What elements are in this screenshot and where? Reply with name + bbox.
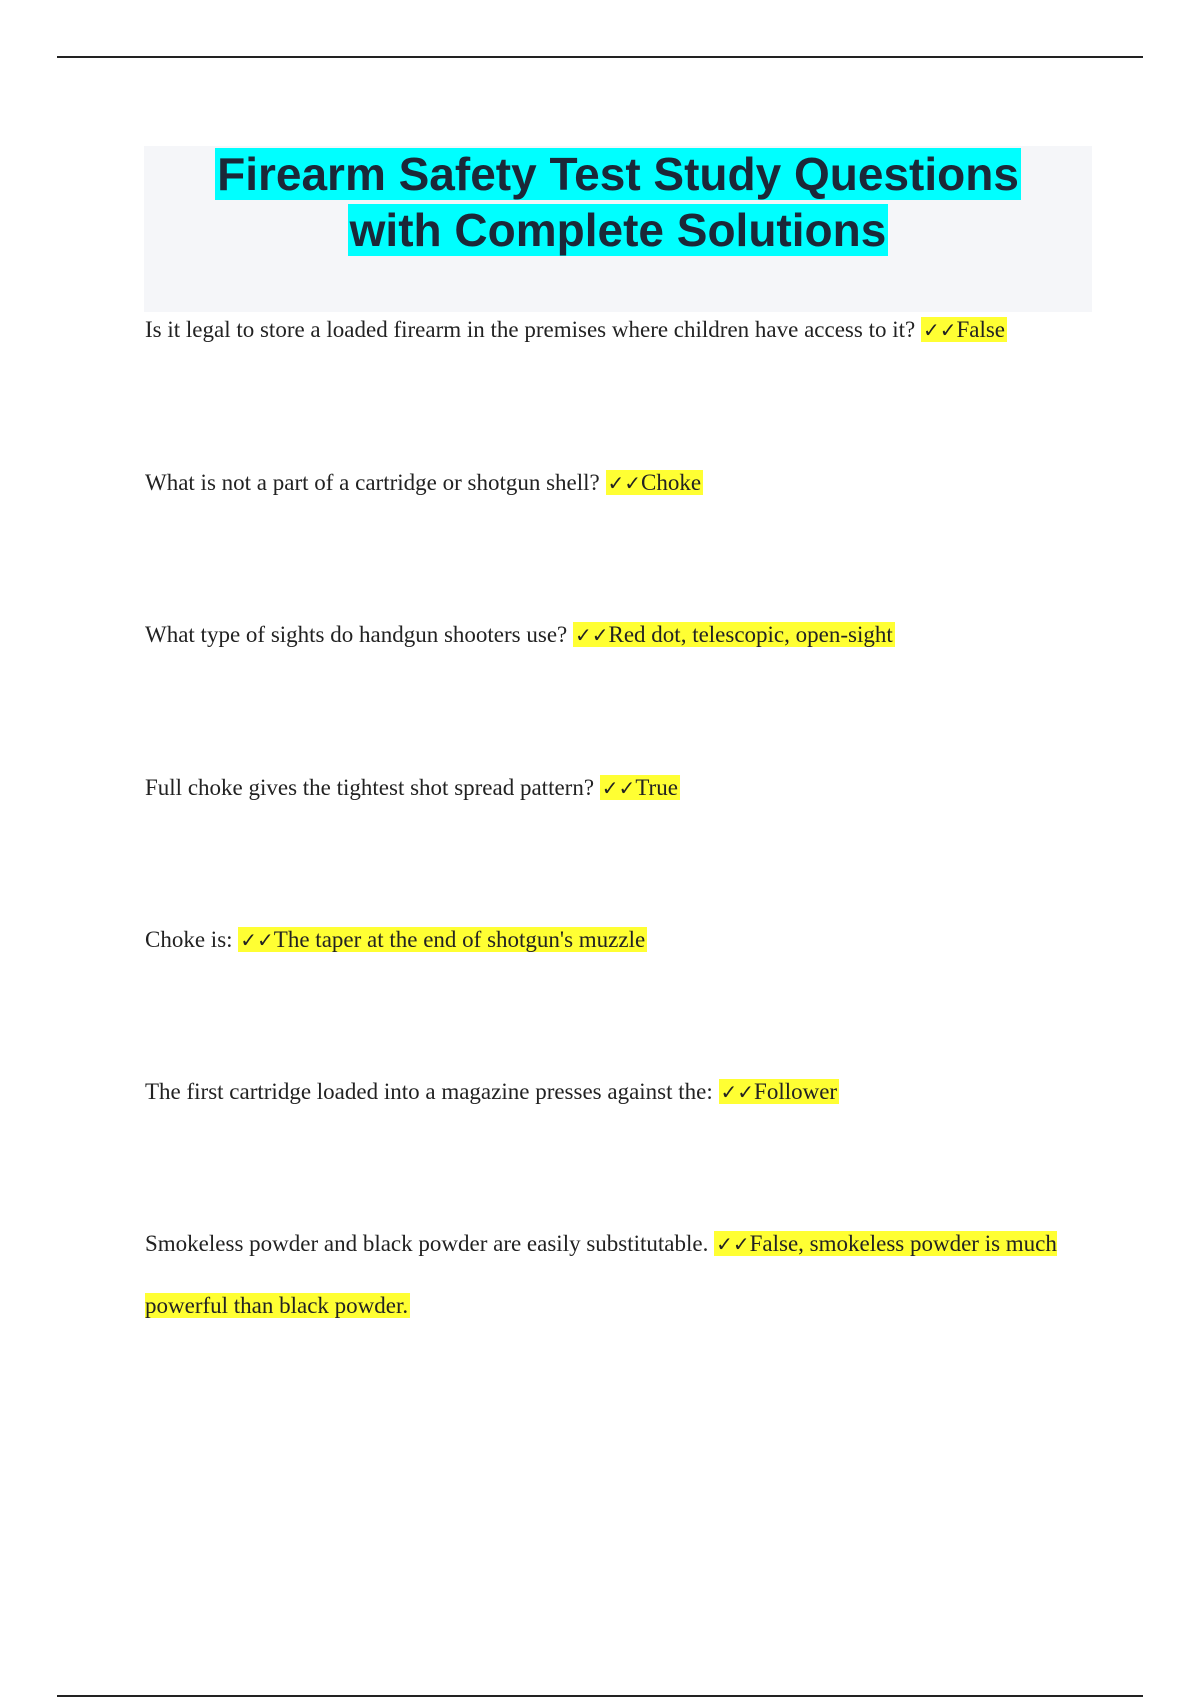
answer-highlight	[719, 1079, 840, 1104]
question-text: What is not a part of a cartridge or shotgun shell?	[145, 470, 600, 495]
question-text: Full choke gives the tightest shot spread pattern?	[145, 775, 595, 800]
double-check-icon: ✓✓	[720, 1080, 755, 1104]
answer-text: Red dot, telescopic, open-sight	[608, 622, 893, 647]
answer-highlight	[573, 622, 895, 647]
qa-item-3	[145, 619, 1105, 651]
answer-highlight	[600, 775, 680, 800]
answer-text: The taper at the end of shotgun's muzzle	[273, 927, 646, 952]
title-block	[144, 146, 1092, 312]
answer-text: Choke	[641, 470, 702, 495]
double-check-icon: ✓✓	[240, 928, 274, 952]
header-rule	[57, 56, 1143, 58]
qa-item-6	[145, 1076, 1105, 1108]
qa-item-7	[145, 1213, 1065, 1336]
question-text: Choke is:	[145, 927, 233, 952]
answer-highlight	[921, 317, 1007, 342]
question-text: The first cartridge loaded into a magazine presses against the:	[145, 1079, 713, 1104]
answer-text: False, smokeless powder is much powerful than black powder.	[145, 1231, 1057, 1318]
answer-highlight	[606, 470, 704, 495]
answer-text: True	[635, 775, 678, 800]
double-check-icon: ✓✓	[716, 1232, 750, 1256]
double-check-icon: ✓✓	[601, 776, 636, 800]
footer-rule	[57, 1695, 1143, 1697]
qa-item-4	[145, 772, 1105, 804]
answer-text: False	[956, 317, 1006, 342]
double-check-icon: ✓✓	[574, 623, 609, 647]
qa-item-5	[145, 924, 1105, 956]
question-text: What type of sights do handgun shooters use?	[145, 622, 568, 647]
double-check-icon: ✓✓	[922, 318, 957, 342]
title-line-1: Firearm Safety Test Study Questions	[217, 148, 1019, 200]
answer-text: Follower	[754, 1079, 838, 1104]
document-title	[144, 146, 1092, 258]
qa-item-1	[145, 314, 1105, 346]
qa-item-2	[145, 467, 1105, 499]
title-line-2: with Complete Solutions	[349, 204, 887, 256]
answer-highlight	[238, 927, 647, 952]
question-text: Smokeless powder and black powder are easily substitutable.	[145, 1231, 709, 1256]
question-text: Is it legal to store a loaded firearm in the premises where children have access to it?	[145, 317, 916, 342]
double-check-icon: ✓✓	[607, 471, 642, 495]
